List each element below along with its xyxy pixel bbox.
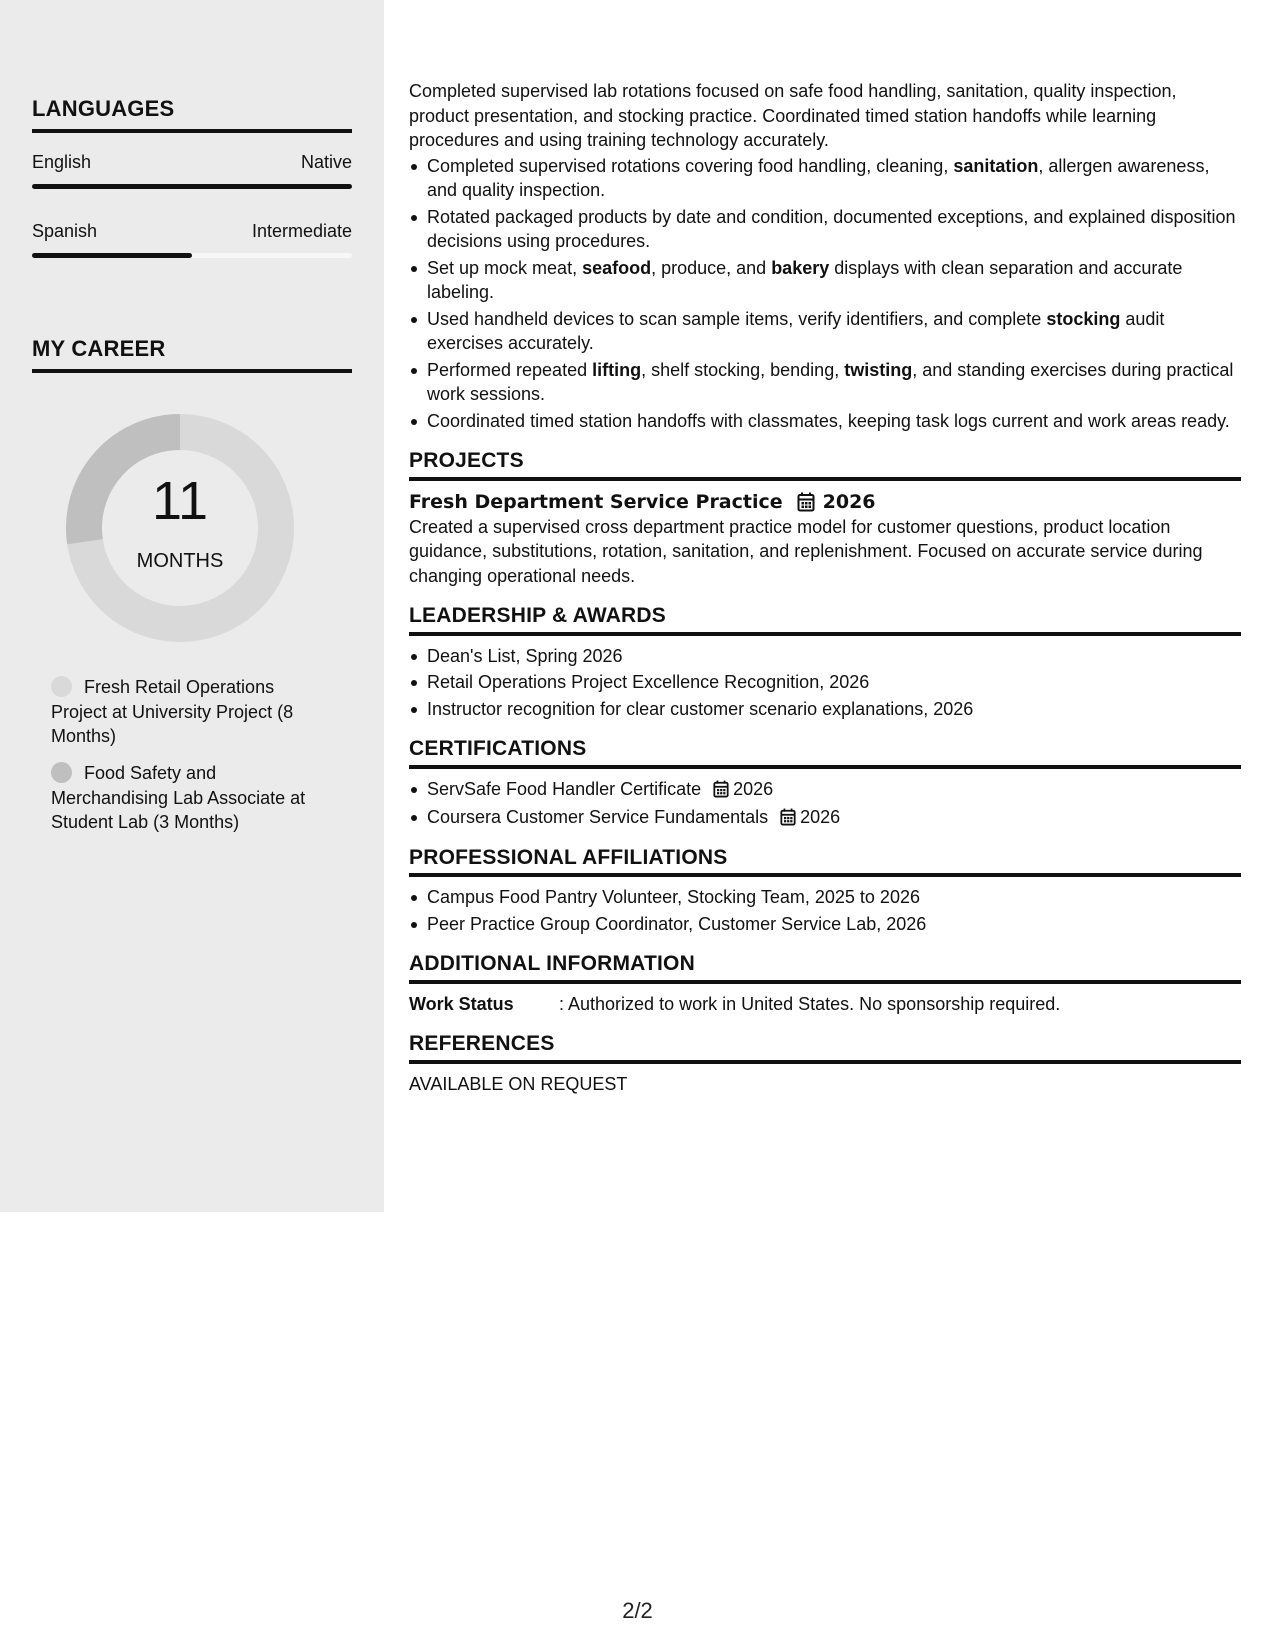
calendar-icon — [780, 808, 796, 826]
bullet-text: displays with clean separation and accurate labeling. — [427, 257, 1183, 302]
certifications-heading: CERTIFICATIONS — [409, 737, 1241, 769]
experience-bullet — [409, 409, 1241, 434]
main-content — [409, 79, 1241, 1096]
bullet-text: Set up mock meat, — [427, 257, 583, 278]
calendar-icon — [797, 492, 815, 512]
list-item: Peer Practice Group Coordinator, Customer Service Lab, 2026 — [409, 912, 1241, 937]
bullet-text: Rotated packaged products by date and condition, documented exceptions, and explained disposition decisions using procedures. — [427, 206, 1236, 251]
project-description: Created a supervised cross department practice model for customer questions, product location guidance, substitutions, rotation, sanitation, and replenishment. Focused on accurate service during changing operational needs. — [409, 516, 1203, 586]
project-title-row — [409, 489, 1241, 515]
experience-bullet — [409, 256, 1241, 305]
language-proficiency-bar — [32, 253, 352, 258]
bullet-text: Performed repeated — [427, 359, 593, 380]
career-months-label: MONTHS — [136, 550, 224, 572]
career-heading: MY CAREER — [32, 336, 352, 373]
bullet-text: audit exercises accurately. — [427, 308, 1165, 353]
career-total-months: 11 — [151, 471, 209, 531]
bullet-keyword: twisting — [844, 359, 913, 380]
career-donut-chart — [66, 414, 294, 642]
certification-year: 2026 — [800, 807, 841, 827]
work-status-row — [409, 992, 1241, 1017]
experience-bullet — [409, 358, 1241, 407]
work-status-value: : Authorized to work in United States. No sponsorship required. — [559, 993, 1061, 1014]
list-item: Retail Operations Project Excellence Recognition, 2026 — [409, 670, 1241, 695]
experience-bullet — [409, 205, 1241, 254]
language-row — [32, 152, 352, 173]
awards-heading: LEADERSHIP & AWARDS — [409, 604, 1241, 636]
language-level: Native — [300, 152, 352, 172]
bullet-text: Completed supervised rotations covering food handling, cleaning, — [427, 155, 954, 176]
certification-year: 2026 — [733, 778, 774, 799]
projects-heading: PROJECTS — [409, 449, 1241, 481]
list-item — [409, 777, 1241, 802]
certification-name: Coursera Customer Service Fundamentals — [427, 807, 769, 827]
certification-name: ServSafe Food Handler Certificate — [427, 778, 702, 799]
bullet-keyword: seafood — [582, 257, 652, 278]
bullet-keyword: stocking — [1046, 308, 1121, 329]
project-title: Fresh Department Service Practice — [409, 490, 783, 513]
language-proficiency-fill — [32, 184, 352, 189]
references-heading: REFERENCES — [409, 1032, 1241, 1064]
certifications-list — [409, 777, 1241, 830]
awards-list — [409, 644, 1241, 722]
bullet-text: Used handheld devices to scan sample items, verify identifiers, and complete — [427, 308, 1047, 329]
experience-bullet — [409, 307, 1241, 356]
affiliations-list — [409, 885, 1241, 936]
career-legend-text: Food Safety and Merchandising Lab Associate at Student Lab (3 Months) — [51, 763, 306, 832]
bullet-keyword: bakery — [771, 257, 830, 278]
list-item — [409, 805, 1241, 830]
language-proficiency-bar — [32, 184, 352, 189]
career-legend-item — [51, 761, 331, 835]
language-proficiency-fill — [32, 253, 192, 258]
references-text: AVAILABLE ON REQUEST — [409, 1073, 628, 1094]
bullet-text: Coordinated timed station handoffs with classmates, keeping task logs current and work areas ready. — [427, 410, 1230, 431]
project-year: 2026 — [822, 490, 876, 513]
list-item: Campus Food Pantry Volunteer, Stocking Team, 2025 to 2026 — [409, 885, 1241, 910]
additional-info-heading: ADDITIONAL INFORMATION — [409, 952, 1241, 984]
affiliations-heading: PROFESSIONAL AFFILIATIONS — [409, 846, 1241, 878]
experience-summary: Completed supervised lab rotations focused on safe food handling, sanitation, quality inspection, product presentation, and stocking practice. Coordinated timed station handoffs while learning procedures and using training technology accurately. — [409, 81, 1177, 150]
language-name: English — [32, 152, 92, 172]
career-legend-item — [51, 675, 331, 749]
language-name: Spanish — [32, 221, 98, 241]
bullet-text: , shelf stocking, bending, — [641, 359, 845, 380]
list-item: Instructor recognition for clear customer scenario explanations, 2026 — [409, 697, 1241, 722]
languages-heading: LANGUAGES — [32, 96, 352, 133]
language-row — [32, 221, 352, 242]
career-legend-text: Fresh Retail Operations Project at University Project (8 Months) — [51, 677, 294, 746]
experience-bullet — [409, 154, 1241, 203]
bullet-text: , produce, and — [651, 257, 772, 278]
legend-dot-icon — [51, 762, 72, 783]
list-item: Dean's List, Spring 2026 — [409, 644, 1241, 669]
language-level: Intermediate — [251, 221, 352, 241]
bullet-keyword: lifting — [592, 359, 642, 380]
calendar-icon — [713, 780, 729, 798]
page-number: 2/2 — [622, 1598, 653, 1623]
legend-dot-icon — [51, 676, 72, 697]
bullet-keyword: sanitation — [953, 155, 1039, 176]
bullet-text: , allergen awareness, and quality inspection. — [427, 155, 1210, 200]
sidebar — [0, 0, 384, 1212]
bullet-text: , and standing exercises during practical work sessions. — [427, 359, 1234, 404]
work-status-label: Work Status — [409, 993, 514, 1014]
experience-bullets — [409, 154, 1241, 434]
